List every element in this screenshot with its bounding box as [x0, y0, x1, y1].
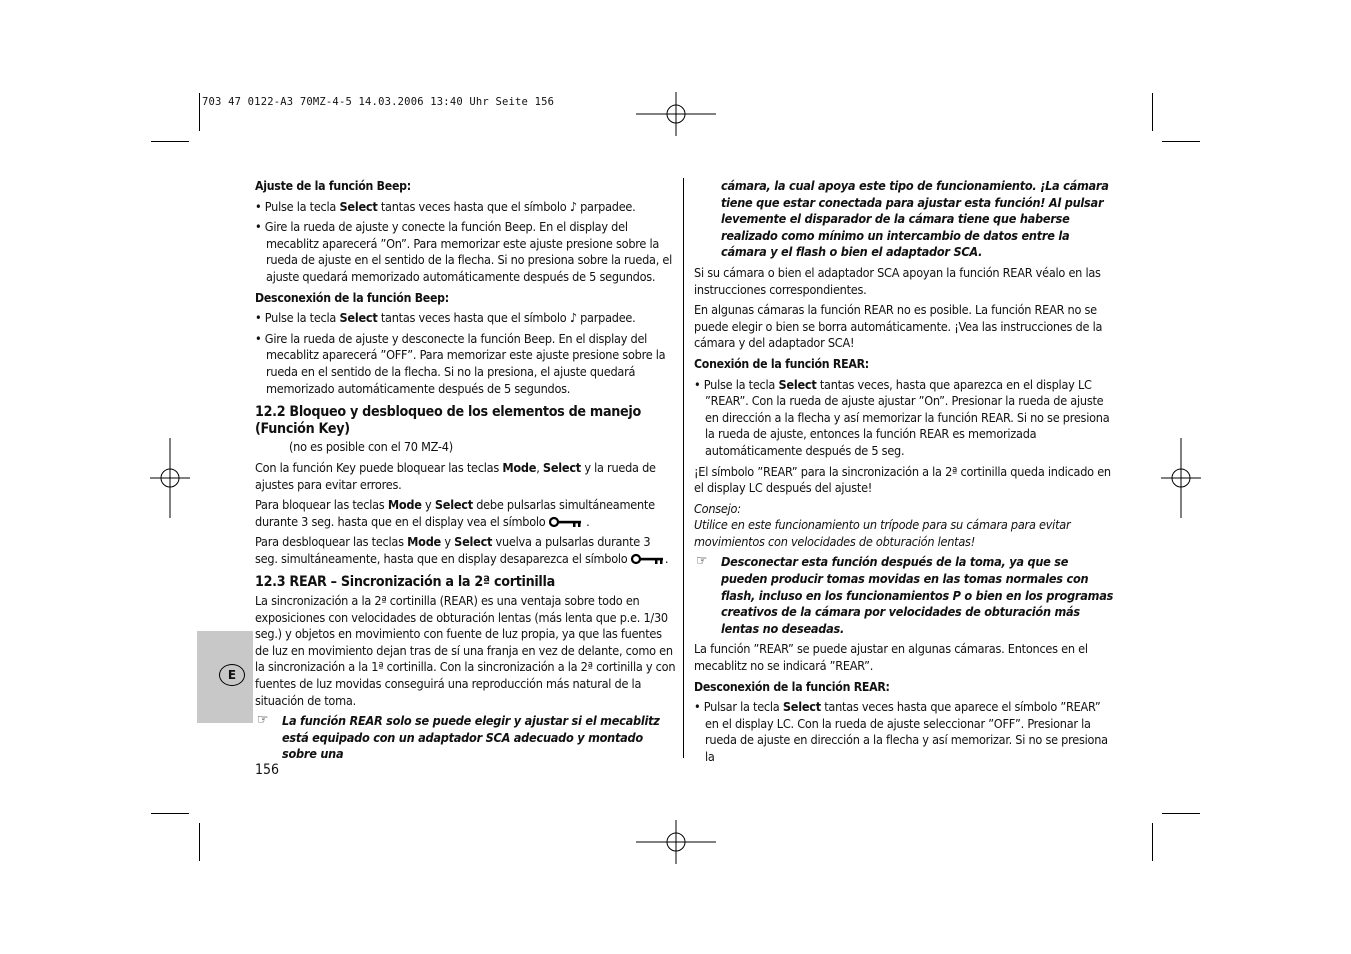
crop-mark-tl-h — [151, 141, 189, 142]
pointing-hand-icon: ☞ — [696, 553, 708, 570]
section-12-2-title: 12.2 Bloqueo y desbloqueo de los elementos de manejo (Función Key) — [255, 404, 641, 437]
section-12-2-para-2: Para bloquear las teclas Mode y Select debe pulsarlas simultáneamente durante 3 seg. hasta que en el display vea el símbolo . — [255, 497, 655, 529]
tip-label: Consejo: — [694, 500, 741, 516]
right-para-1: Si su cámara o bien el adaptador SCA apoyan la función REAR véalo en las instrucciones correspondientes. — [694, 264, 1101, 297]
right-para-3: ¡El símbolo ”REAR” para la sincronización a la 2ª cortinilla queda indicado en el display LC después del ajuste! — [694, 463, 1111, 496]
rear-off-heading: Desconexión de la función REAR: — [694, 679, 890, 694]
key-icon — [631, 553, 665, 565]
section-12-3-title: 12.3 REAR – Sincronización a la 2ª cortinilla — [255, 574, 555, 591]
beep-off-bullet-1: • Pulse la tecla Select tantas veces hasta que el símbolo ♪ parpadee. — [255, 310, 636, 326]
rear-warning-note: ☞ Desconectar esta función después de la toma, ya que se pueden producir tomas movidas en las tomas normales con flash, incluso en los funcionamientos P o bien en los programas creativos de la cámara por velocidades de obturación más lentas no deseadas. — [696, 553, 1114, 636]
tip-text: Utilice en este funcionamiento un trípode para su cámara para evitar movimientos con velocidades de obturación lentas! — [694, 517, 1071, 549]
beep-on-bullet-2: • Gire la rueda de ajuste y conecte la función Beep. En el display del mecablitz aparecerá ”On”. Para memorizar este ajuste presione sobre la rueda de ajuste en el sentido de la flecha. Si no presiona sobre la rueda, el ajuste quedará memorizado automáticamente después de 5 segundos. — [255, 219, 673, 284]
crop-mark-br-h — [1162, 813, 1200, 814]
crop-mark-bl-v — [199, 823, 200, 861]
crop-mark-tl-v — [199, 93, 200, 131]
section-12-2-subtitle: (no es posible con el 70 MZ-4) — [289, 439, 453, 455]
section-12-2-para-1: Con la función Key puede bloquear las teclas Mode, Select y la rueda de ajustes para evitar errores. — [255, 459, 656, 492]
registration-mark-left — [150, 438, 190, 518]
beep-on-heading: Ajuste de la función Beep: — [255, 179, 411, 193]
registration-mark-bottom — [636, 820, 716, 864]
right-para-4: La función ”REAR” se puede ajustar en algunas cámaras. Entonces en el mecablitz no se indicará ”REAR”. — [694, 641, 1088, 674]
beep-on-bullet-1: • Pulse la tecla Select tantas veces hasta que el símbolo ♪ parpadee. — [255, 198, 636, 214]
page-number: 156 — [255, 762, 280, 778]
section-12-3-para-1: La sincronización a la 2ª cortinilla (REAR) es una ventaja sobre todo en exposiciones con velocidades de obturación lentas (más lenta que p.e. 1/30 seg.) y objetos en movimiento con fuente de luz propia, ya que las fuentes de luz en movimiento dejan tras de sí una franja en vez de delante, como en la sincronización a la 1ª cortinilla. Con la sincronización a la 2ª cortinilla y con fuentes de luz movidas conseguirá una reproducción más natural de la situación de toma. — [255, 593, 676, 708]
crop-mark-br-v — [1152, 823, 1153, 861]
beep-off-bullet-2: • Gire la rueda de ajuste y desconecte la función Beep. En el display del mecablitz aparecerá ”OFF”. Para memorizar este ajuste presione sobre la rueda en el sentido de la flecha. Si no la presiona, el ajuste quedará memorizado automáticamente después de 5 segundos. — [255, 330, 666, 396]
rear-on-bullet: • Pulse la tecla Select tantas veces, hasta que aparezca en el display LC ”REAR”. Con la rueda de ajuste ajustar ”On”. Presionar la rueda de ajuste en dirección a la flecha y así memorizar la función REAR. Si no se presiona la rueda de ajuste, entonces la función REAR es memorizada automáticamente después de 5 seg. — [694, 376, 1110, 458]
pointing-hand-icon: ☞ — [257, 712, 269, 729]
language-tab-letter: E — [219, 664, 245, 686]
key-icon — [549, 516, 583, 528]
right-column — [694, 178, 1115, 770]
right-para-2: En algunas cámaras la función REAR no es posible. La función REAR no se puede elegir o bien se borra automáticamente. ¡Vea las instrucciones de la cámara y del adaptador SCA! — [694, 302, 1103, 351]
note-continuation: cámara, la cual apoya este tipo de funcionamiento. ¡La cámara tiene que estar conectada para ajustar esta función! Al pulsar levemente el disparador de la cámara tiene que haberse realizado como mínimo un intercambio de datos entre la cámara y el flash o bien el adaptador SCA. — [721, 178, 1109, 260]
registration-mark-right — [1161, 438, 1201, 518]
registration-mark-top — [636, 92, 716, 136]
rear-on-heading: Conexión de la función REAR: — [694, 356, 869, 371]
section-12-2-para-3: Para desbloquear las teclas Mode y Select vuelva a pulsarlas durante 3 seg. simultáneamente, hasta que en display desaparezca el símbolo . — [255, 534, 669, 566]
left-column — [255, 178, 676, 767]
beep-off-heading: Desconexión de la función Beep: — [255, 290, 449, 305]
crop-mark-bl-h — [151, 813, 189, 814]
crop-mark-tr-h — [1162, 141, 1200, 142]
rear-off-bullet: • Pulsar la tecla Select tantas veces hasta que aparece el símbolo ”REAR” en el display LC. Con la rueda de ajuste seleccionar ”OFF”. Presionar la rueda de ajuste en dirección a la flecha y así memorizar. Si no se presiona la — [694, 699, 1108, 764]
crop-mark-tr-v — [1152, 93, 1153, 131]
section-12-3-note: ☞ La función REAR solo se puede elegir y ajustar si el mecablitz está equipado con un adaptador SCA adecuado y montado sobre una — [257, 712, 660, 762]
print-slug: 703 47 0122-A3 70MZ-4-5 14.03.2006 13:40 Uhr Seite 156 — [202, 96, 555, 108]
column-divider — [683, 178, 684, 758]
